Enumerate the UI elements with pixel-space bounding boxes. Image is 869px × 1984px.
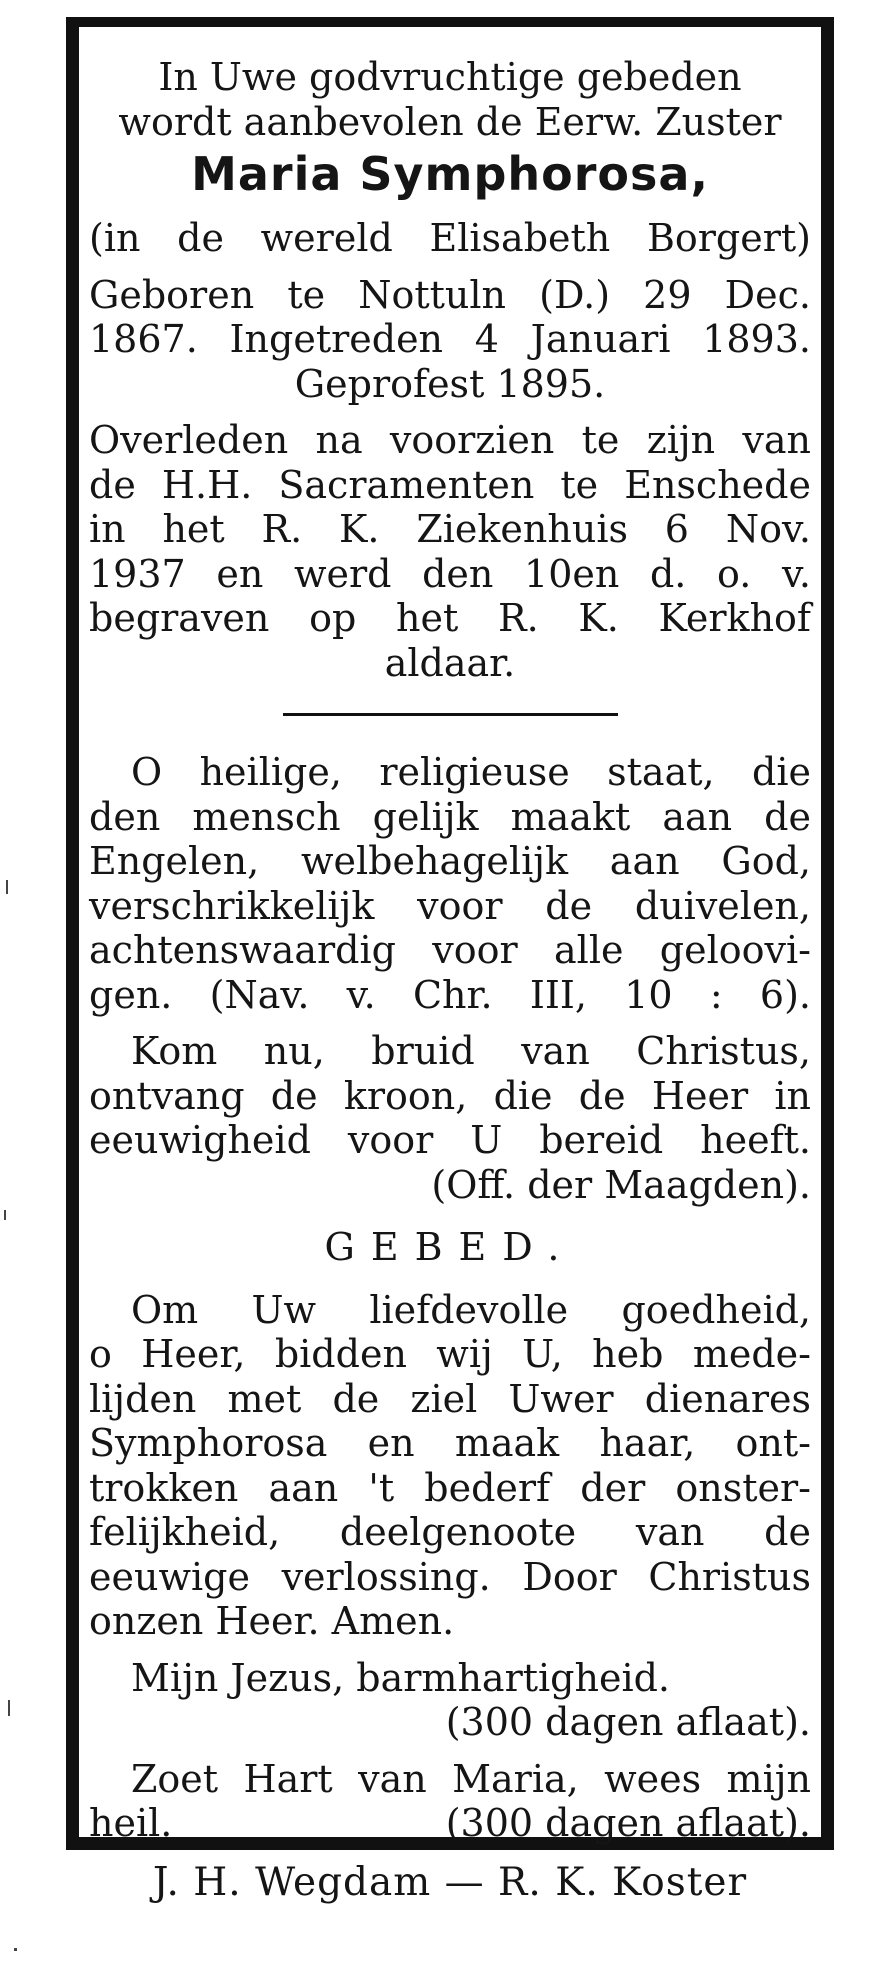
quote1-line-4: verschrikkelijk voor de duivelen, xyxy=(89,883,811,928)
quote1-line-5: achtenswaardig voor alle geloovi- xyxy=(89,928,811,972)
scan-speck xyxy=(14,1948,17,1951)
gebed-line-5: trokken aan 't bederf der onster- xyxy=(89,1465,811,1510)
printer-credit: J. H. Wegdam — R. K. Koster xyxy=(152,1860,748,1905)
deceased-name: Maria Symphorosa, xyxy=(191,147,709,201)
memorial-card xyxy=(66,17,834,1850)
death-line-4: 1937 en werd den 10en d. o. v. xyxy=(89,551,811,596)
divider-rule xyxy=(283,713,618,716)
quote2-source: (Off. der Maagden). xyxy=(431,1162,811,1207)
scan-speck xyxy=(6,880,8,894)
quote1-line-2: den mensch gelijk maakt aan de xyxy=(89,794,811,839)
prayer2-line-1: Zoet Hart van Maria, wees mijn xyxy=(131,1756,811,1801)
death-line-5: begraven op het R. K. Kerkhof xyxy=(89,596,811,640)
gebed-line-2: o Heer, bidden wij U, heb mede- xyxy=(89,1332,811,1376)
card-text xyxy=(89,55,811,1846)
gebed-line-4: Symphorosa en maak haar, ont- xyxy=(89,1421,811,1465)
gebed-heading: GEBED. xyxy=(324,1225,576,1269)
quote2-line-1: Kom nu, bruid van Christus, xyxy=(131,1029,811,1073)
prayer2-indulgence: (300 dagen aflaat). xyxy=(445,1801,811,1845)
gebed-line-7: eeuwige verlossing. Door Christus xyxy=(89,1554,811,1599)
gebed-line-8: onzen Heer. Amen. xyxy=(89,1599,455,1643)
quote1-line-6: gen. (Nav. v. Chr. III, 10 : 6). xyxy=(89,972,811,1017)
death-line-6: aldaar. xyxy=(384,640,516,685)
intro-line-2: wordt aanbevolen de Eerw. Zuster xyxy=(118,99,782,144)
gebed-line-3: lijden met de ziel Uwer dienares xyxy=(89,1376,811,1421)
quote1-line-3: Engelen, welbehagelijk aan God, xyxy=(89,839,811,883)
prayer1-indulgence: (300 dagen aflaat). xyxy=(445,1700,811,1744)
intro-line-1: In Uwe godvruchtige gebeden xyxy=(158,55,742,99)
birth-line-3: Geprofest 1895. xyxy=(294,361,606,406)
quote1-line-1: O heilige, religieuse staat, die xyxy=(131,750,811,794)
death-line-2: de H.H. Sacramenten te Enschede xyxy=(89,462,811,507)
scan-speck xyxy=(8,1700,10,1716)
birth-line-2: 1867. Ingetreden 4 Januari 1893. xyxy=(89,317,811,361)
gebed-line-1: Om Uw liefdevolle goedheid, xyxy=(131,1287,811,1332)
quote2-line-2: ontvang de kroon, die de Heer in xyxy=(89,1073,811,1118)
prayer2-last-word: heil. xyxy=(89,1801,173,1845)
prayer1-text: Mijn Jezus, barmhartigheid. xyxy=(131,1655,671,1700)
death-line-1: Overleden na voorzien te zijn van xyxy=(89,418,811,462)
world-name: (in de wereld Elisabeth Borgert) xyxy=(89,216,811,260)
quote2-line-3: eeuwigheid voor U bereid heeft. xyxy=(89,1118,811,1162)
gebed-line-6: felijkheid, deelgenoote van de xyxy=(89,1510,811,1554)
death-line-3: in het R. K. Ziekenhuis 6 Nov. xyxy=(89,507,811,551)
scan-speck xyxy=(4,1210,6,1220)
birth-line-1: Geboren te Nottuln (D.) 29 Dec. xyxy=(89,272,811,317)
prayer2-line-2 xyxy=(89,1801,811,1846)
